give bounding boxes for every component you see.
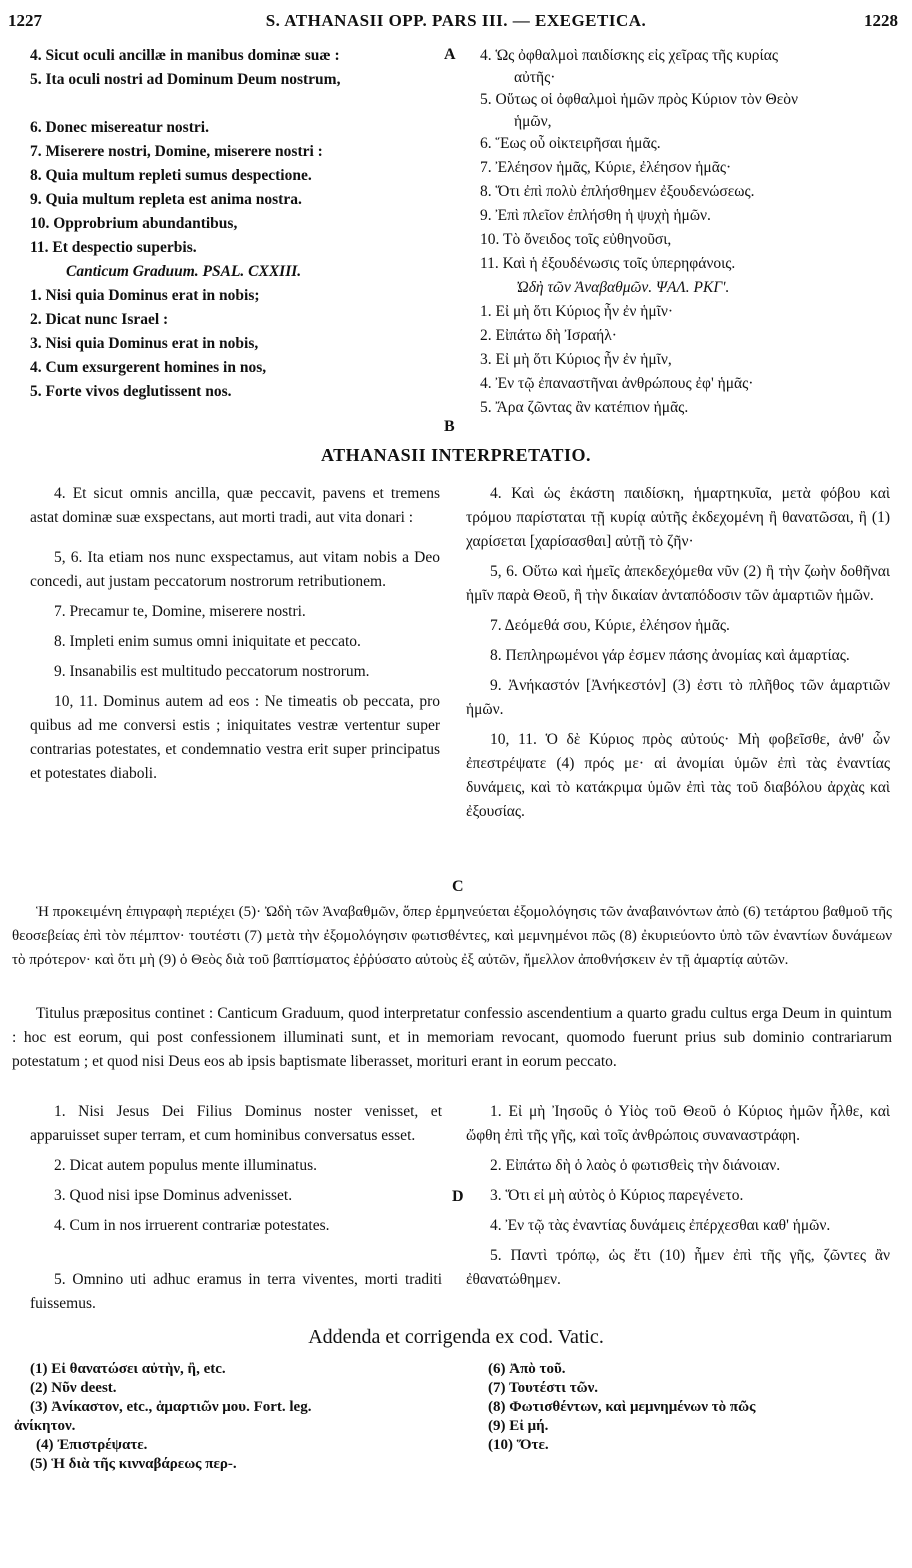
final-greek-verse: 4. Ἐν τῷ τὰς ἐναντίας δυνάμεις ἐπέρχεσθαι καθ' ἡμῶν.: [490, 1217, 831, 1234]
note-item: (9) Εἰ μή.: [488, 1418, 549, 1434]
psalm-greek-line: αὐτῆς·: [514, 69, 556, 86]
psalm-greek-line: 11. Καὶ ἡ ἐξουδένωσις τοῖς ὑπερηφάνοις.: [480, 255, 736, 272]
interp-greek-verse: 9. Ἀνήκαστόν [Ἀνήκεστόν] (3) ἐστι τὸ πλῆθος τῶν ἁμαρτιῶν ἡμῶν.: [466, 677, 890, 718]
psalm-greek-line: 8. Ὅτι ἐπὶ πολὺ ἐπλήσθημεν ἐξουδενώσεως.: [480, 183, 755, 200]
running-header: [0, 10, 912, 38]
psalm-latin-line: 9. Quia multum repleta est anima nostra.: [30, 191, 302, 208]
psalm-latin-line: [30, 92, 440, 116]
interp-latin-verse: 7. Precamur te, Domine, miserere nostri.: [54, 603, 306, 620]
psalm-greek-line: 1. Εἰ μὴ ὅτι Κύριος ἦν ἐν ἡμῖν·: [480, 303, 674, 320]
psalm-greek-line: 4. Ὡς ὀφθαλμοὶ παιδίσκης εἰς χεῖρας τῆς κυρίας: [480, 47, 778, 64]
psalm-latin-line: 8. Quia multum repleti sumus despectione.: [30, 167, 312, 184]
final-greek-verse: 3. Ὅτι εἰ μὴ αὐτὸς ὁ Κύριος παρεγένετο.: [490, 1187, 744, 1204]
psalm-greek-line: ἡμῶν,: [514, 113, 552, 130]
psalm-greek-line: 3. Εἰ μὴ ὅτι Κύριος ἦν ἐν ἡμῖν,: [480, 351, 672, 368]
psalm-greek-line: 4. Ἐν τῷ ἐπαναστῆναι ἀνθρώπους ἐφ' ἡμᾶς·: [480, 375, 754, 392]
final-latin-verse: 1. Nisi Jesus Dei Filius Dominus noster venisset, et apparuisset super terram, et cum hominibus conversatus esset.: [30, 1103, 442, 1144]
title-commentary-greek: [12, 900, 892, 972]
margin-letter-b: B: [444, 418, 455, 435]
psalm-title-latin: Canticum Graduum. PSAL. CXXIII.: [66, 263, 302, 280]
final-latin-verse: 3. Quod nisi ipse Dominus advenisset.: [54, 1187, 293, 1204]
interp-latin-verse: 8. Impleti enim sumus omni iniquitate et peccato.: [54, 633, 361, 650]
psalm-latin-line: 7. Miserere nostri, Domine, miserere nostri :: [30, 143, 323, 160]
psalm-latin-line: 11. Et despectio superbis.: [30, 239, 197, 256]
final-latin-verse: 5. Omnino uti adhuc eramus in terra viventes, morti traditi fuissemus.: [30, 1271, 442, 1312]
notes-right-column: [488, 1360, 888, 1455]
final-greek-verse: 5. Παντὶ τρόπῳ, ὡς ἔτι (10) ἦμεν ἐπὶ τῆς γῆς, ζῶντες ἂν ἐθανατώθημεν.: [466, 1247, 890, 1288]
psalm-greek-column: [480, 44, 890, 420]
note-item: (2) Νῦν deest.: [30, 1380, 117, 1396]
interp-greek-column: [466, 482, 890, 830]
note-item: (8) Φωτισθέντων, καὶ μεμνημένων τὸ πῶς: [488, 1399, 756, 1415]
interp-latin-verse: 5, 6. Ita etiam nos nunc exspectamus, aut vitam nobis a Deo concedi, aut justam peccatorum nostrorum retributionem.: [30, 549, 440, 590]
interp-latin-verse: 4. Et sicut omnis ancilla, quæ peccavit, pavens et tremens astat dominæ suæ exspectans, aut morti tradi, aut vita donari :: [30, 485, 440, 526]
interp-greek-verse: 5, 6. Οὕτω καὶ ἡμεῖς ἀπεκδεχόμεθα νῦν (2) ἢ τὴν ζωὴν δοθῆναι ἡμῖν παρὰ Θεοῦ, ἢ τὴν δικαίαν ἀνταπόδοσιν τῶν ἁμαρτιῶν ἡμῶν.: [466, 563, 890, 604]
interpretation-heading: ATHANASII INTERPRETATIO.: [320, 445, 592, 465]
interp-greek-verse: 4. Καὶ ὡς ἑκάστη παιδίσκη, ἡμαρτηκυῖα, μετὰ φόβου καὶ τρόμου παρίσταται τῇ κυρίᾳ αὐτῆς ἐκδεχομένη ἢ θανατῶσαι, ἢ (1) χαρίσεται [χαρίσασθαι] αὐτῇ τὸ ζῆν·: [466, 485, 890, 550]
psalm-latin-line: 6. Donec misereatur nostri.: [30, 119, 209, 136]
title-latin-paragraph: Titulus præpositus continet : Canticum Graduum, quod interpretatur confessio ascendentium a quarto gradu cultus erga Deum in quintum : hoc est eorum, qui post confessionem illuminati sunt, et in memoriam revocant, quomodo fuerunt prius sub dominio contrariarum potestatum ; et quod nisi Deus eos ab ipsis baptismate liberasset, morituri erant in eorum peccato.: [12, 1005, 892, 1070]
page-number-left: 1227: [8, 11, 42, 30]
psalm-greek-line: 6. Ἕως οὗ οἰκτειρῆσαι ἡμᾶς.: [480, 135, 661, 152]
interp-latin-verse: 9. Insanabilis est multitudo peccatorum nostrorum.: [54, 663, 370, 680]
note-item: (6) Ἀπὸ τοῦ.: [488, 1361, 566, 1377]
psalm-latin-line: 4. Cum exsurgerent homines in nos,: [30, 359, 267, 376]
addenda-heading: Addenda et corrigenda ex cod. Vatic.: [308, 1326, 604, 1348]
title-greek-paragraph: Ἡ προκειμένη ἐπιγραφὴ περιέχει (5)· Ὠδὴ τῶν Ἀναβαθμῶν, ὅπερ ἑρμηνεύεται ἐξομολόγησις τῶν ἀναβαινόντων ἀπὸ (6) τετάρτου βαθμοῦ τῆς θεοσεβείας ἐπὶ τὸν πέμπτον· τουτέστι (7) μετὰ τὴν ἐξομολόγησιν φωτισθέντες, καὶ μεμνημένοι πῶς (8) ἐκυριεύοντο ὑπὸ τῶν ἐναντίων δυνάμεων τὸ πρότερον· καὶ ὅτι μὴ (9) ὁ Θεὸς διὰ τοῦ βαπτίσματος ἐῤῥύσατο αὐτοὺς ἐξ αὐτῶν, ἤμελλον ἀποθνήσκειν ἐν τῇ ἁμαρτίᾳ αὐτῶν.: [12, 904, 892, 968]
title-commentary-latin: [12, 1002, 892, 1074]
final-latin-column: [30, 1100, 442, 1322]
note-item: (1) Εἰ θανατώσει αὐτὴν, ἢ, etc.: [30, 1361, 226, 1377]
note-item: (7) Τουτέστι τῶν.: [488, 1380, 599, 1396]
interp-greek-verse: 10, 11. Ὁ δὲ Κύριος πρὸς αὐτούς· Μὴ φοβεῖσθε, ἀνθ' ὧν ἐπεστρέψατε (4) πρός με· αἱ ἀνομίαι ὑμῶν ἐπὶ τὰς ἐναντίας δυνάμεις, καὶ τὸ κατάκριμα ὑμῶν ἐπὶ τὰς τοῦ διαβόλου ἀρχὰς καὶ ἐξουσίας.: [466, 731, 890, 820]
psalm-greek-line: 5. Οὕτως οἱ ὀφθαλμοὶ ἡμῶν πρὸς Κύριον τὸν Θεὸν: [480, 91, 799, 108]
psalm-greek-line: 7. Ἐλέησον ἡμᾶς, Κύριε, ἐλέησον ἡμᾶς·: [480, 159, 732, 176]
notes-left-column: [14, 1360, 450, 1474]
margin-letter-d: D: [452, 1188, 464, 1205]
note-item: (3) Ἀνίκαστον, etc., ἁμαρτιῶν μου. Fort. leg.: [30, 1399, 312, 1415]
psalm-latin-column: [30, 44, 440, 404]
margin-letter-a: A: [444, 46, 456, 63]
psalm-latin-line: 1. Nisi quia Dominus erat in nobis;: [30, 287, 260, 304]
interp-greek-verse: 8. Πεπληρωμένοι γάρ ἐσμεν πάσης ἀνομίας καὶ ἁμαρτίας.: [490, 647, 850, 664]
interp-latin-column: [30, 482, 440, 792]
psalm-greek-line: 9. Ἐπὶ πλεῖον ἐπλήσθη ἡ ψυχὴ ἡμῶν.: [480, 207, 711, 224]
note-item: (5) Ἡ διὰ τῆς κινναβάρεως περ-.: [30, 1456, 237, 1472]
final-latin-verse: 4. Cum in nos irruerent contrariæ potestates.: [54, 1217, 330, 1234]
note-item: (10) Ὅτε.: [488, 1437, 549, 1453]
margin-letter-c: C: [452, 878, 464, 895]
psalm-greek-line: 5. Ἄρα ζῶντας ἂν κατέπιον ἡμᾶς.: [480, 399, 689, 416]
note-item: (4) Ἐπιστρέψατε.: [36, 1437, 148, 1453]
psalm-greek-line: 2. Εἰπάτω δὴ Ἰσραήλ·: [480, 327, 617, 344]
final-greek-verse: 1. Εἰ μὴ Ἰησοῦς ὁ Υἱὸς τοῦ Θεοῦ ὁ Κύριος ἡμῶν ἦλθε, καὶ ὤφθη ἐπὶ τῆς γῆς, καὶ τοῖς ἀνθρώποις συναναστράφη.: [466, 1103, 890, 1144]
interp-greek-verse: 7. Δεόμεθά σου, Κύριε, ἐλέησον ἡμᾶς.: [490, 617, 730, 634]
note-item-continuation: ἀνίκητον.: [14, 1418, 76, 1434]
final-greek-column: [466, 1100, 890, 1298]
final-latin-verse: 2. Dicat autem populus mente illuminatus.: [54, 1157, 318, 1174]
psalm-latin-line: 5. Forte vivos deglutissent nos.: [30, 383, 232, 400]
psalm-latin-line: 10. Opprobrium abundantibus,: [30, 215, 238, 232]
psalm-latin-line: 2. Dicat nunc Israel :: [30, 311, 169, 328]
psalm-greek-line: 10. Τὸ ὄνειδος τοῖς εὐθηνοῦσι,: [480, 231, 672, 248]
psalm-latin-line: 3. Nisi quia Dominus erat in nobis,: [30, 335, 259, 352]
psalm-title-greek: Ὠδὴ τῶν Ἀναβαθμῶν. ΨΑΛ. ΡΚΓʹ.: [516, 279, 730, 296]
running-title: S. ATHANASII OPP. PARS III. — EXEGETICA.: [265, 11, 647, 30]
page-number-right: 1228: [864, 11, 898, 30]
final-greek-verse: 2. Εἰπάτω δὴ ὁ λαὸς ὁ φωτισθεὶς τὴν διάνοιαν.: [490, 1157, 781, 1174]
psalm-latin-line: 5. Ita oculi nostri ad Dominum Deum nostrum,: [30, 71, 341, 88]
psalm-latin-line: 4. Sicut oculi ancillæ in manibus dominæ suæ :: [30, 47, 340, 64]
interp-latin-verse: 10, 11. Dominus autem ad eos : Ne timeatis ob peccata, pro quibus ad me conversi estis ; iniquitates vestræ vertentur super contrarias potestates, et condemnatio vestra erit super principatus et potestates diaboli.: [30, 693, 440, 782]
